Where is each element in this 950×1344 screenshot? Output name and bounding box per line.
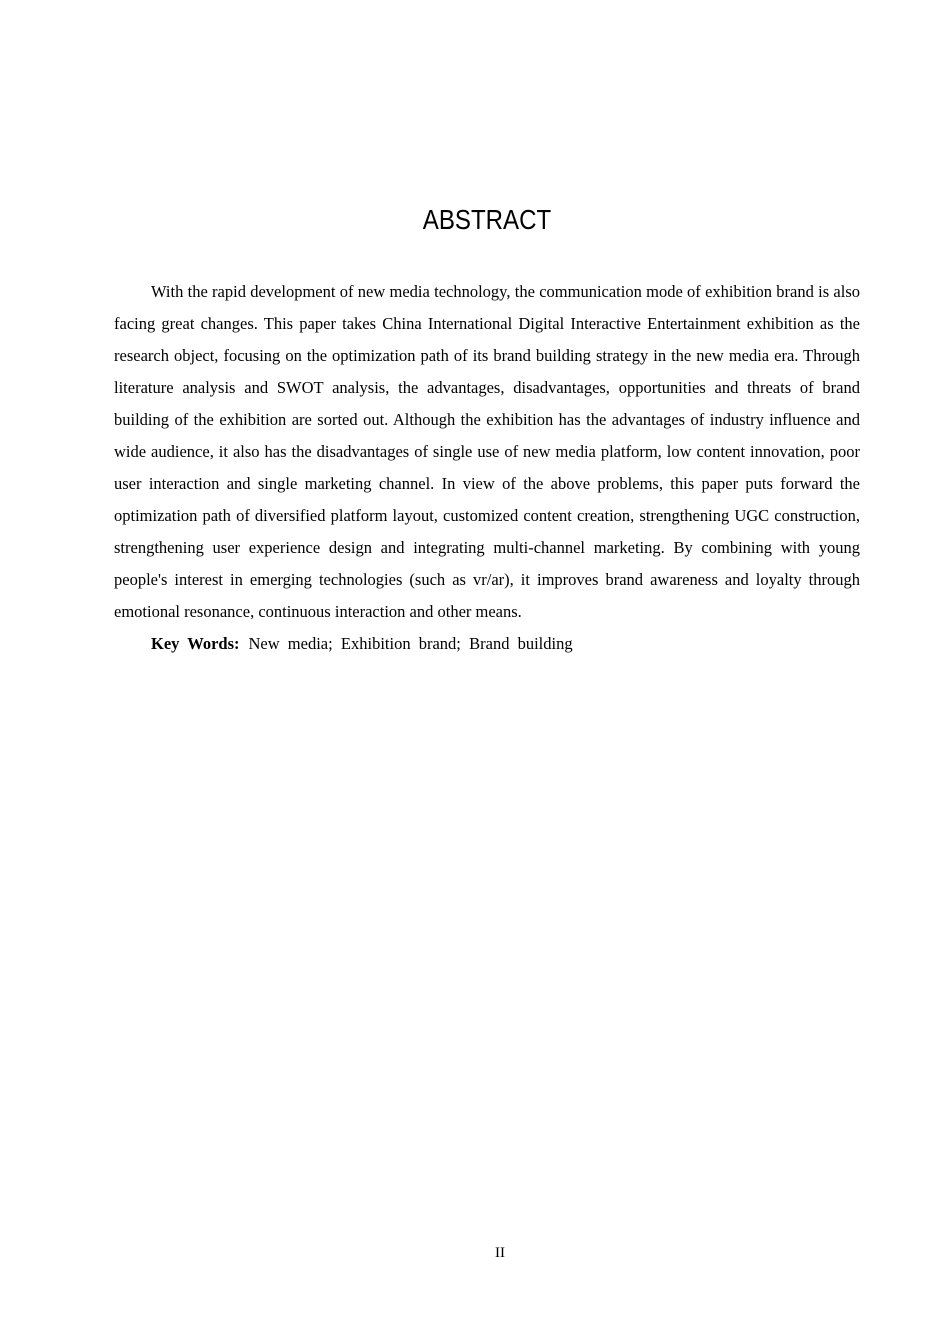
page-number: II xyxy=(495,1245,505,1261)
keywords-line xyxy=(114,628,860,660)
keywords-text: New media; Exhibition brand; Brand building xyxy=(248,634,573,653)
abstract-paragraph: With the rapid development of new media technology, the communication mode of exhibition brand is also facing great changes. This paper takes China International Digital Interactive Entertainment exhibition as the research object, focusing on the optimization path of its brand building strategy in the new media era. Through literature analysis and SWOT analysis, the advantages, disadvantages, opportunities and threats of brand building of the exhibition are sorted out. Although the exhibition has the advantages of industry influence and wide audience, it also has the disadvantages of single use of new media platform, low content innovation, poor user interaction and single marketing channel. In view of the above problems, this paper puts forward the optimization path of diversified platform layout, customized content creation, strengthening UGC construction, strengthening user experience design and integrating multi-channel marketing. By combining with young people's interest in emerging technologies (such as vr/ar), it improves brand awareness and loyalty through emotional resonance, continuous interaction and other means. xyxy=(114,282,860,621)
abstract-body xyxy=(114,276,860,660)
keywords-label: Key Words: xyxy=(151,634,240,653)
page-title: ABSTRACT xyxy=(422,204,552,235)
